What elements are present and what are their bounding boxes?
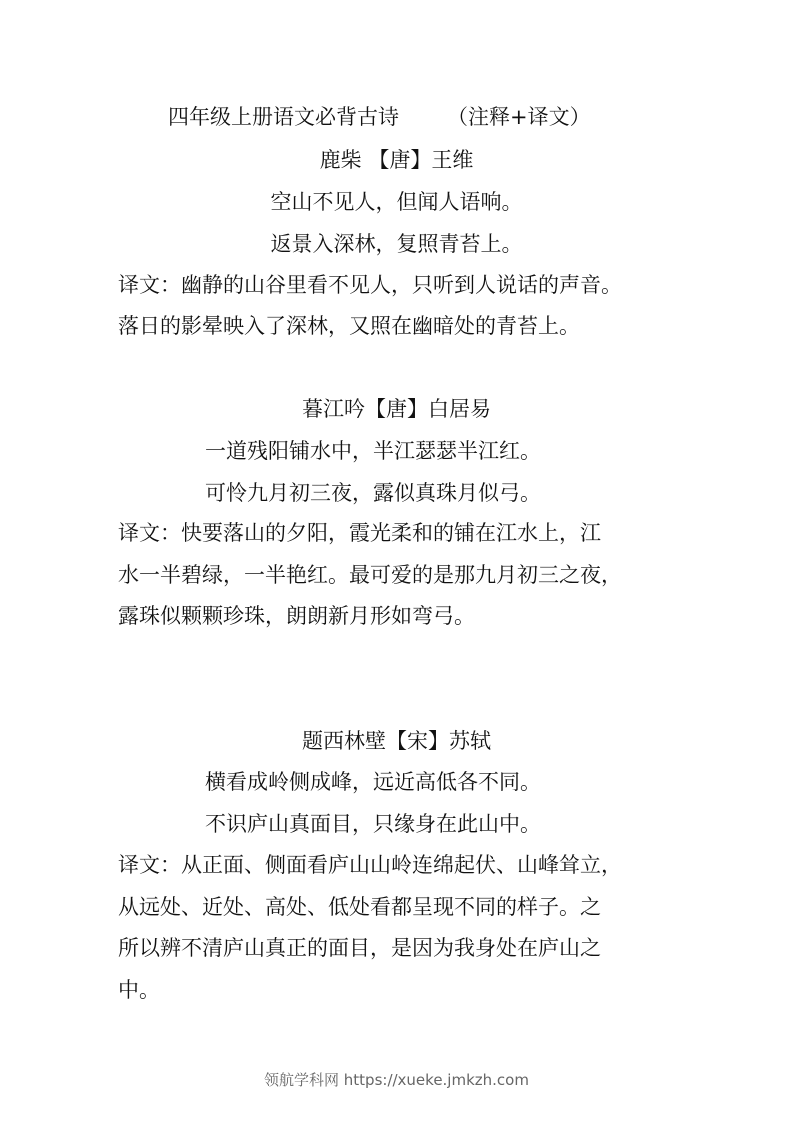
poem-title: 题西林壁【宋】苏轼 [302, 729, 491, 753]
poem-line: 空山不见人，但闻人语响。 [270, 190, 523, 214]
document-title [168, 102, 728, 132]
document-title-subtitle: （注释+译文） [447, 105, 591, 129]
poem-line: 返景入深林，复照青苔上。 [270, 232, 523, 256]
poem-line: 可怜九月初三夜，露似真珠月似弓。 [205, 481, 541, 505]
poem-line: 一道残阳铺水中，半江瑟瑟半江红。 [205, 439, 541, 463]
poem-title: 鹿柴 【唐】王维 [319, 148, 474, 172]
poem-line: 不识庐山真面目，只缘身在此山中。 [205, 812, 541, 836]
translation-line: 译文：幽静的山谷里看不见人，只听到人说话的声音。 [118, 273, 622, 297]
document-title-main: 四年级上册语文必背古诗 [168, 105, 399, 129]
translation-line: 中。 [118, 978, 160, 1002]
footer-watermark: 领航学科网 https://xueke.jmkzh.com [264, 1071, 529, 1089]
translation-line: 从远处、近处、高处、低处看都呈现不同的样子。之 [118, 895, 601, 919]
translation-line: 所以辨不清庐山真正的面目，是因为我身处在庐山之 [118, 936, 601, 960]
translation-line: 露珠似颗颗珍珠，朗朗新月形如弯弓。 [118, 604, 475, 628]
poem-line: 横看成岭侧成峰，远近高低各不同。 [205, 770, 541, 794]
poem-title: 暮江吟【唐】白居易 [302, 397, 491, 421]
translation-line: 译文：快要落山的夕阳，霞光柔和的铺在江水上，江 [118, 521, 601, 545]
translation-line: 水一半碧绿，一半艳红。最可爱的是那九月初三之夜， [118, 563, 622, 587]
translation-line: 落日的影晕映入了深林，又照在幽暗处的青苔上。 [118, 314, 580, 338]
translation-line: 译文：从正面、侧面看庐山山岭连绵起伏、山峰耸立， [118, 853, 622, 877]
